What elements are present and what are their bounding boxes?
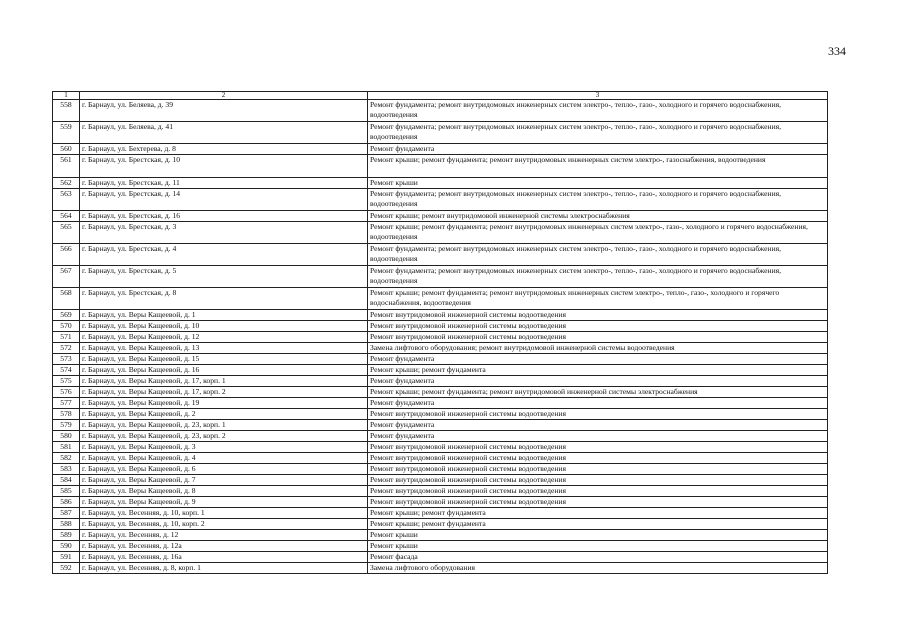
row-number: 566 <box>53 244 80 266</box>
row-works: Замена лифтового оборудования <box>368 563 828 574</box>
row-works: Ремонт внутридомовой инженерной системы водоотведения <box>368 409 828 420</box>
table-row <box>53 211 828 222</box>
row-address: г. Барнаул, ул. Веры Кащеевой, д. 16 <box>80 365 368 376</box>
row-works: Ремонт внутридомовой инженерной системы водоотведения <box>368 486 828 497</box>
row-number: 577 <box>53 398 80 409</box>
row-address: г. Барнаул, ул. Беляева, д. 39 <box>80 100 368 122</box>
table-row <box>53 155 828 178</box>
table-row <box>53 519 828 530</box>
table-row <box>53 497 828 508</box>
row-number: 569 <box>53 310 80 321</box>
row-number: 574 <box>53 365 80 376</box>
row-number: 590 <box>53 541 80 552</box>
row-number: 571 <box>53 332 80 343</box>
table-row <box>53 310 828 321</box>
row-address: г. Барнаул, ул. Веры Кащеевой, д. 8 <box>80 486 368 497</box>
row-address: г. Барнаул, ул. Веры Кащеевой, д. 23, корп. 2 <box>80 431 368 442</box>
table-row <box>53 508 828 519</box>
table-row <box>53 376 828 387</box>
row-number: 585 <box>53 486 80 497</box>
row-works: Ремонт крыши; ремонт фундамента; ремонт внутридомовых инженерных систем электро-, газоснабжения, водоотведения <box>368 155 828 178</box>
table-row <box>53 464 828 475</box>
row-works: Ремонт фундамента; ремонт внутридомовых инженерных систем электро-, тепло-, газо-, холодного и горячего водоснабжения, водоотведения <box>368 122 828 144</box>
table-row <box>53 244 828 266</box>
row-address: г. Барнаул, ул. Веры Кащеевой, д. 12 <box>80 332 368 343</box>
row-works: Ремонт внутридомовой инженерной системы водоотведения <box>368 475 828 486</box>
row-number: 589 <box>53 530 80 541</box>
row-address: г. Барнаул, ул. Брестская, д. 14 <box>80 189 368 211</box>
table-row <box>53 475 828 486</box>
row-number: 575 <box>53 376 80 387</box>
table-row <box>53 453 828 464</box>
row-address: г. Барнаул, ул. Веры Кащеевой, д. 9 <box>80 497 368 508</box>
row-address: г. Барнаул, ул. Веры Кащеевой, д. 13 <box>80 343 368 354</box>
row-address: г. Барнаул, ул. Весенняя, д. 16а <box>80 552 368 563</box>
row-number: 568 <box>53 288 80 310</box>
row-address: г. Барнаул, ул. Веры Кащеевой, д. 1 <box>80 310 368 321</box>
row-address: г. Барнаул, ул. Весенняя, д. 10, корп. 2 <box>80 519 368 530</box>
row-works: Ремонт крыши <box>368 530 828 541</box>
table-row <box>53 178 828 189</box>
row-number: 579 <box>53 420 80 431</box>
row-works: Ремонт внутридомовой инженерной системы водоотведения <box>368 442 828 453</box>
page-number: 334 <box>828 44 846 58</box>
column-header-2: 2 <box>80 92 368 100</box>
row-address: г. Барнаул, ул. Брестская, д. 8 <box>80 288 368 310</box>
row-number: 588 <box>53 519 80 530</box>
row-works: Ремонт внутридомовой инженерной системы водоотведения <box>368 497 828 508</box>
row-address: г. Барнаул, ул. Веры Кащеевой, д. 17, корп. 1 <box>80 376 368 387</box>
row-address: г. Барнаул, ул. Брестская, д. 10 <box>80 155 368 178</box>
table-row <box>53 144 828 155</box>
repair-table-body <box>53 92 828 574</box>
row-address: г. Барнаул, ул. Весенняя, д. 10, корп. 1 <box>80 508 368 519</box>
row-number: 578 <box>53 409 80 420</box>
row-number: 561 <box>53 155 80 178</box>
row-works: Ремонт крыши; ремонт фундамента <box>368 519 828 530</box>
row-works: Ремонт фундамента; ремонт внутридомовых инженерных систем электро-, тепло-, газо-, холодного и горячего водоснабжения, водоотведения <box>368 266 828 288</box>
row-address: г. Барнаул, ул. Брестская, д. 4 <box>80 244 368 266</box>
row-address: г. Барнаул, ул. Веры Кащеевой, д. 15 <box>80 354 368 365</box>
column-number-header-row <box>53 92 828 100</box>
table-row <box>53 122 828 144</box>
row-works: Ремонт крыши; ремонт фундамента; ремонт внутридомовых инженерных систем электро-, тепло-, газо-, холодного и горячего водоснабжения, водоотведения <box>368 288 828 310</box>
table-row <box>53 343 828 354</box>
row-works: Ремонт фундамента <box>368 376 828 387</box>
row-works: Замена лифтового оборудования; ремонт внутридомовой инженерной системы водоотведения <box>368 343 828 354</box>
table-row <box>53 541 828 552</box>
row-number: 576 <box>53 387 80 398</box>
column-header-1: 1 <box>53 92 80 100</box>
row-address: г. Барнаул, ул. Веры Кащеевой, д. 3 <box>80 442 368 453</box>
table-row <box>53 365 828 376</box>
row-works: Ремонт внутридомовой инженерной системы водоотведения <box>368 464 828 475</box>
row-number: 567 <box>53 266 80 288</box>
row-works: Ремонт крыши; ремонт фундамента; ремонт внутридомовой инженерной системы электроснабжения <box>368 387 828 398</box>
row-number: 563 <box>53 189 80 211</box>
row-address: г. Барнаул, ул. Весенняя, д. 12 <box>80 530 368 541</box>
row-works: Ремонт фундамента <box>368 420 828 431</box>
table-row <box>53 387 828 398</box>
table-row <box>53 442 828 453</box>
row-number: 572 <box>53 343 80 354</box>
row-address: г. Барнаул, ул. Брестская, д. 3 <box>80 222 368 244</box>
table-row <box>53 552 828 563</box>
table-row <box>53 563 828 574</box>
row-works: Ремонт крыши <box>368 541 828 552</box>
row-works: Ремонт внутридомовой инженерной системы водоотведения <box>368 332 828 343</box>
row-works: Ремонт фундамента <box>368 398 828 409</box>
row-number: 558 <box>53 100 80 122</box>
table-row <box>53 530 828 541</box>
column-header-3: 3 <box>368 92 828 100</box>
table-row <box>53 100 828 122</box>
row-number: 562 <box>53 178 80 189</box>
row-number: 581 <box>53 442 80 453</box>
row-address: г. Барнаул, ул. Веры Кащеевой, д. 23, корп. 1 <box>80 420 368 431</box>
row-number: 586 <box>53 497 80 508</box>
table-row <box>53 354 828 365</box>
table-row <box>53 398 828 409</box>
row-number: 570 <box>53 321 80 332</box>
repair-table <box>52 91 828 574</box>
row-address: г. Барнаул, ул. Беляева, д. 41 <box>80 122 368 144</box>
row-address: г. Барнаул, ул. Брестская, д. 11 <box>80 178 368 189</box>
table-row <box>53 288 828 310</box>
row-address: г. Барнаул, ул. Брестская, д. 16 <box>80 211 368 222</box>
row-address: г. Барнаул, ул. Брестская, д. 5 <box>80 266 368 288</box>
row-number: 582 <box>53 453 80 464</box>
row-works: Ремонт фундамента; ремонт внутридомовых инженерных систем электро-, тепло-, газо-, холодного и горячего водоснабжения, водоотведения <box>368 244 828 266</box>
row-works: Ремонт фундамента <box>368 354 828 365</box>
table-row <box>53 189 828 211</box>
table-row <box>53 486 828 497</box>
row-works: Ремонт крыши <box>368 178 828 189</box>
row-number: 583 <box>53 464 80 475</box>
row-address: г. Барнаул, ул. Веры Кащеевой, д. 19 <box>80 398 368 409</box>
row-works: Ремонт крыши; ремонт фундамента <box>368 508 828 519</box>
row-number: 560 <box>53 144 80 155</box>
row-address: г. Барнаул, ул. Весенняя, д. 8, корп. 1 <box>80 563 368 574</box>
row-number: 564 <box>53 211 80 222</box>
row-address: г. Барнаул, ул. Веры Кащеевой, д. 17, корп. 2 <box>80 387 368 398</box>
table-row <box>53 321 828 332</box>
row-works: Ремонт фундамента; ремонт внутридомовых инженерных систем электро-, тепло-, газо-, холодного и горячего водоснабжения, водоотведения <box>368 189 828 211</box>
row-works: Ремонт фундамента <box>368 144 828 155</box>
row-address: г. Барнаул, ул. Весенняя, д. 12а <box>80 541 368 552</box>
row-works: Ремонт крыши; ремонт внутридомовой инженерной системы электроснабжения <box>368 211 828 222</box>
row-number: 592 <box>53 563 80 574</box>
row-works: Ремонт внутридомовой инженерной системы водоотведения <box>368 453 828 464</box>
row-number: 565 <box>53 222 80 244</box>
table-row <box>53 332 828 343</box>
row-number: 559 <box>53 122 80 144</box>
row-address: г. Барнаул, ул. Веры Кащеевой, д. 2 <box>80 409 368 420</box>
row-works: Ремонт фундамента; ремонт внутридомовых инженерных систем электро-, тепло-, газо-, холодного и горячего водоснабжения, водоотведения <box>368 100 828 122</box>
row-address: г. Барнаул, ул. Веры Кащеевой, д. 10 <box>80 321 368 332</box>
row-works: Ремонт фундамента <box>368 431 828 442</box>
row-works: Ремонт фасада <box>368 552 828 563</box>
row-number: 584 <box>53 475 80 486</box>
row-address: г. Барнаул, ул. Веры Кащеевой, д. 4 <box>80 453 368 464</box>
row-number: 573 <box>53 354 80 365</box>
row-works: Ремонт внутридомовой инженерной системы водоотведения <box>368 310 828 321</box>
row-works: Ремонт крыши; ремонт фундамента <box>368 365 828 376</box>
table-row <box>53 431 828 442</box>
row-works: Ремонт крыши; ремонт фундамента; ремонт внутридомовых инженерных систем электро-, газо-, холодного и горячего водоснабжения, водоотведения <box>368 222 828 244</box>
row-address: г. Барнаул, ул. Веры Кащеевой, д. 6 <box>80 464 368 475</box>
table-row <box>53 409 828 420</box>
row-address: г. Барнаул, ул. Веры Кащеевой, д. 7 <box>80 475 368 486</box>
row-address: г. Барнаул, ул. Бехтерева, д. 8 <box>80 144 368 155</box>
row-number: 591 <box>53 552 80 563</box>
table-row <box>53 266 828 288</box>
row-number: 580 <box>53 431 80 442</box>
row-works: Ремонт внутридомовой инженерной системы водоотведения <box>368 321 828 332</box>
row-number: 587 <box>53 508 80 519</box>
table-row <box>53 222 828 244</box>
table-row <box>53 420 828 431</box>
